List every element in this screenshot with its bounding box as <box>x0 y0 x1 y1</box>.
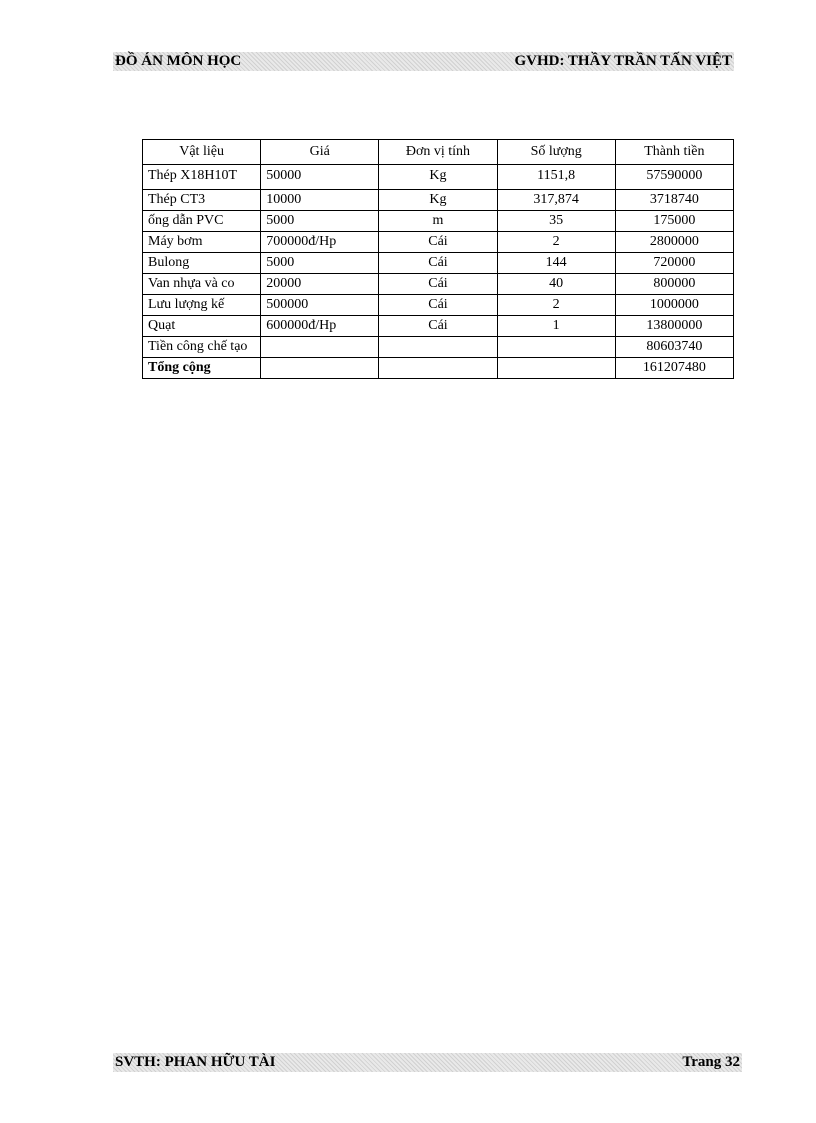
cell-quantity <box>497 358 615 379</box>
cell-amount: 720000 <box>615 253 733 274</box>
cell-unit: Cái <box>379 274 497 295</box>
cell-price <box>261 358 379 379</box>
cell-price: 700000đ/Hp <box>261 232 379 253</box>
cell-unit: Cái <box>379 295 497 316</box>
cell-unit: Cái <box>379 232 497 253</box>
cell-amount: 3718740 <box>615 190 733 211</box>
cell-price: 10000 <box>261 190 379 211</box>
cell-material: Bulong <box>143 253 261 274</box>
header-instructor: GVHD: THẦY TRẦN TẤN VIỆT <box>514 53 732 69</box>
cell-quantity: 144 <box>497 253 615 274</box>
table-row <box>143 295 734 316</box>
cell-amount: 1000000 <box>615 295 733 316</box>
column-header-material: Vật liệu <box>143 140 261 165</box>
table-row <box>143 165 734 190</box>
cell-unit: Kg <box>379 165 497 190</box>
cell-price: 500000 <box>261 295 379 316</box>
footer-page-number: Trang 32 <box>682 1054 740 1070</box>
column-header-price: Giá <box>261 140 379 165</box>
cell-price <box>261 337 379 358</box>
cell-amount: 13800000 <box>615 316 733 337</box>
cell-quantity: 1 <box>497 316 615 337</box>
page-footer <box>113 1053 742 1072</box>
cell-price: 5000 <box>261 211 379 232</box>
cell-material: Máy bơm <box>143 232 261 253</box>
cell-unit <box>379 358 497 379</box>
cell-quantity: 1151,8 <box>497 165 615 190</box>
table-row <box>143 253 734 274</box>
cell-price: 600000đ/Hp <box>261 316 379 337</box>
table-row <box>143 316 734 337</box>
materials-cost-table <box>142 139 734 379</box>
cell-unit: Cái <box>379 316 497 337</box>
cell-quantity: 2 <box>497 295 615 316</box>
cell-amount: 57590000 <box>615 165 733 190</box>
cell-unit: Cái <box>379 253 497 274</box>
cell-amount: 80603740 <box>615 337 733 358</box>
cell-amount: 175000 <box>615 211 733 232</box>
table-row <box>143 211 734 232</box>
cell-material: Van nhựa và co <box>143 274 261 295</box>
cell-amount: 800000 <box>615 274 733 295</box>
table-row <box>143 274 734 295</box>
column-header-quantity: Số lượng <box>497 140 615 165</box>
table-header-row <box>143 140 734 165</box>
cell-quantity: 35 <box>497 211 615 232</box>
cell-quantity: 40 <box>497 274 615 295</box>
cell-price: 20000 <box>261 274 379 295</box>
column-header-unit: Đơn vị tính <box>379 140 497 165</box>
cell-quantity: 2 <box>497 232 615 253</box>
table-row <box>143 232 734 253</box>
cell-total-amount: 161207480 <box>615 358 733 379</box>
cell-amount: 2800000 <box>615 232 733 253</box>
cell-unit: Kg <box>379 190 497 211</box>
cell-unit <box>379 337 497 358</box>
cell-material: Thép X18H10T <box>143 165 261 190</box>
cell-material: Lưu lượng kế <box>143 295 261 316</box>
cell-total-label: Tổng cộng <box>143 358 261 379</box>
table-row-labor <box>143 337 734 358</box>
header-course-title: ĐỒ ÁN MÔN HỌC <box>115 53 242 69</box>
cell-price: 5000 <box>261 253 379 274</box>
cell-material: Quạt <box>143 316 261 337</box>
cell-unit: m <box>379 211 497 232</box>
cell-quantity <box>497 337 615 358</box>
cell-material: Thép CT3 <box>143 190 261 211</box>
table-row <box>143 190 734 211</box>
cell-material: Tiền công chế tạo <box>143 337 261 358</box>
page-header <box>113 52 734 71</box>
table-row-total <box>143 358 734 379</box>
column-header-amount: Thành tiền <box>615 140 733 165</box>
cell-quantity: 317,874 <box>497 190 615 211</box>
cell-material: ống dẫn PVC <box>143 211 261 232</box>
footer-student-name: SVTH: PHAN HỮU TÀI <box>115 1054 276 1070</box>
cell-price: 50000 <box>261 165 379 190</box>
